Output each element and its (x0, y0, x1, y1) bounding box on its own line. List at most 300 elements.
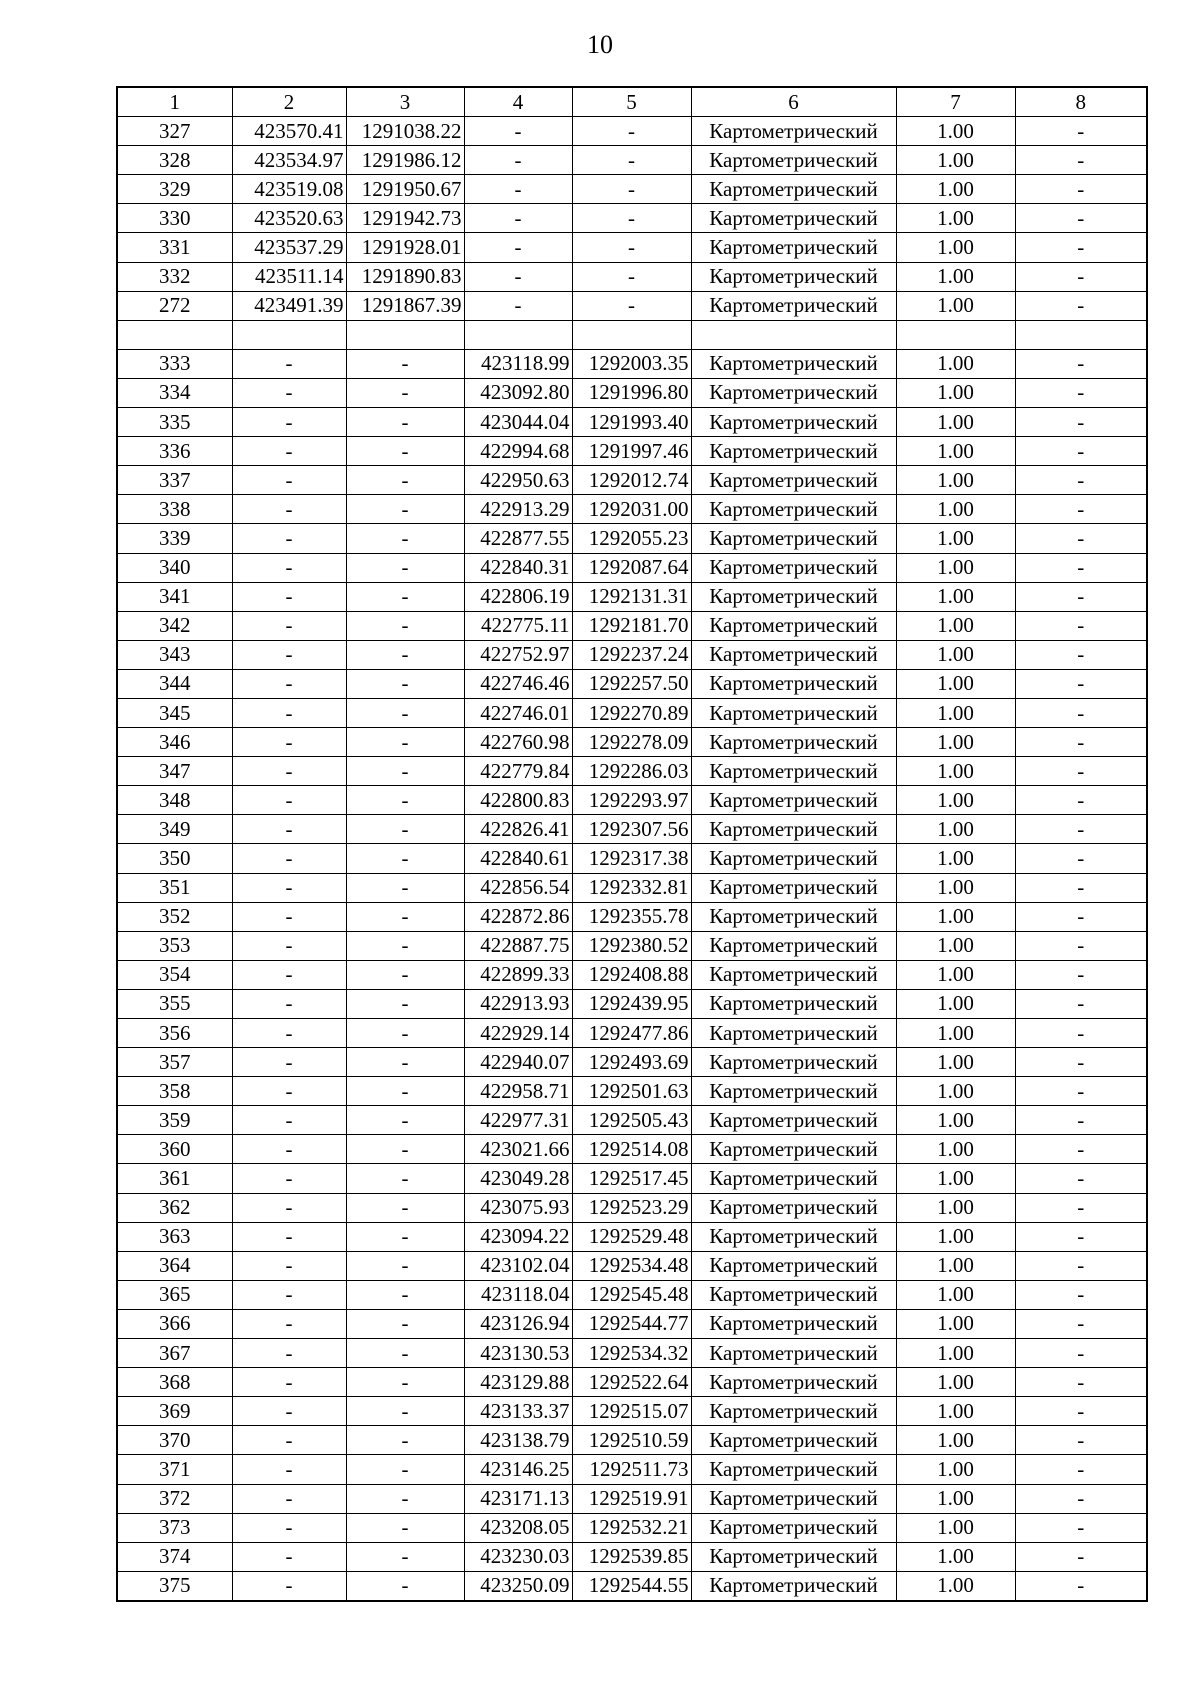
table-row (117, 1571, 1147, 1601)
table-cell: - (232, 1135, 346, 1164)
table-cell: 369 (117, 1397, 232, 1426)
table-cell: 1292519.91 (572, 1484, 691, 1513)
table-cell: - (346, 640, 464, 669)
table-body (117, 87, 1147, 1601)
table-row (117, 728, 1147, 757)
table-cell: 365 (117, 1280, 232, 1309)
table-cell: 1.00 (896, 989, 1015, 1018)
table-cell: - (232, 408, 346, 437)
table-cell: - (232, 815, 346, 844)
table-cell: 1291038.22 (346, 117, 464, 146)
table-cell: Картометрический (691, 640, 896, 669)
table-cell: Картометрический (691, 669, 896, 698)
table-cell: 423021.66 (464, 1135, 572, 1164)
table-cell: - (464, 175, 572, 204)
table-cell: - (232, 495, 346, 524)
table-cell: - (232, 611, 346, 640)
table-row (117, 640, 1147, 669)
table-cell: - (1015, 1135, 1147, 1164)
table-cell: Картометрический (691, 728, 896, 757)
table-cell: 1292355.78 (572, 902, 691, 931)
table-row (117, 495, 1147, 524)
table-row (117, 437, 1147, 466)
table-cell: - (572, 117, 691, 146)
table-cell: - (346, 698, 464, 727)
table-cell: - (232, 960, 346, 989)
table-cell: - (232, 1571, 346, 1601)
table-cell: 423171.13 (464, 1484, 572, 1513)
table-cell: 337 (117, 466, 232, 495)
table-cell: - (1015, 989, 1147, 1018)
table-cell: - (1015, 1106, 1147, 1135)
table-cell: 423092.80 (464, 378, 572, 407)
table-cell: 423049.28 (464, 1164, 572, 1193)
table-row (117, 960, 1147, 989)
table-cell: - (346, 757, 464, 786)
table-cell: Картометрический (691, 1339, 896, 1368)
table-cell: - (346, 1135, 464, 1164)
table-cell: Картометрический (691, 1484, 896, 1513)
table-cell: Картометрический (691, 1222, 896, 1251)
table-row (117, 989, 1147, 1018)
table-cell: - (1015, 1426, 1147, 1455)
table-cell (464, 320, 572, 349)
table-cell: 422913.93 (464, 989, 572, 1018)
table-cell: - (346, 1542, 464, 1571)
table-cell: 368 (117, 1368, 232, 1397)
table-cell: Картометрический (691, 262, 896, 291)
table-cell: Картометрический (691, 204, 896, 233)
table-row (117, 1426, 1147, 1455)
table-cell: 423520.63 (232, 204, 346, 233)
table-cell: - (346, 873, 464, 902)
table-cell: 1.00 (896, 786, 1015, 815)
table-cell: 1.00 (896, 408, 1015, 437)
table-cell: 1292257.50 (572, 669, 691, 698)
table-cell: - (232, 1397, 346, 1426)
table-cell: 423133.37 (464, 1397, 572, 1426)
table-cell: 422899.33 (464, 960, 572, 989)
table-row (117, 1077, 1147, 1106)
table-cell: 1.00 (896, 902, 1015, 931)
table-cell: 423208.05 (464, 1513, 572, 1542)
header-cell: 7 (896, 87, 1015, 117)
table-cell: - (232, 1251, 346, 1280)
table-cell: 1292003.35 (572, 349, 691, 378)
table-cell: - (346, 669, 464, 698)
table-cell: 1291867.39 (346, 291, 464, 320)
table-cell: 331 (117, 233, 232, 262)
table-row (117, 1106, 1147, 1135)
table-cell: - (232, 349, 346, 378)
table-cell: 348 (117, 786, 232, 815)
table-cell: 1.00 (896, 728, 1015, 757)
table-cell: 423118.99 (464, 349, 572, 378)
table-row (117, 146, 1147, 175)
table-cell: - (346, 1164, 464, 1193)
table-cell: Картометрический (691, 1019, 896, 1048)
table-cell: - (464, 204, 572, 233)
table-cell: 332 (117, 262, 232, 291)
table-cell: 341 (117, 582, 232, 611)
table-cell: 1.00 (896, 1484, 1015, 1513)
table-row (117, 1193, 1147, 1222)
table-cell: - (346, 611, 464, 640)
table-cell: Картометрический (691, 844, 896, 873)
table-cell: 1292439.95 (572, 989, 691, 1018)
table-cell: Картометрический (691, 1397, 896, 1426)
table-cell: 1292477.86 (572, 1019, 691, 1048)
table-row (117, 553, 1147, 582)
table-cell: 1292031.00 (572, 495, 691, 524)
table-cell: 1.00 (896, 1280, 1015, 1309)
table-cell: - (1015, 1484, 1147, 1513)
table-cell: 327 (117, 117, 232, 146)
table-cell: - (464, 233, 572, 262)
table-cell: 356 (117, 1019, 232, 1048)
table-cell: - (1015, 698, 1147, 727)
table-cell: 1292505.43 (572, 1106, 691, 1135)
table-cell: - (572, 291, 691, 320)
table-cell: 361 (117, 1164, 232, 1193)
table-cell: 335 (117, 408, 232, 437)
table-cell: - (232, 844, 346, 873)
table-cell: 1292532.21 (572, 1513, 691, 1542)
table-cell: 423570.41 (232, 117, 346, 146)
table-cell: 1.00 (896, 262, 1015, 291)
table-cell: - (1015, 902, 1147, 931)
table-cell: 1.00 (896, 1135, 1015, 1164)
table-cell: 1.00 (896, 1309, 1015, 1338)
table-row (117, 1368, 1147, 1397)
table-cell: - (232, 1513, 346, 1542)
table-row (117, 1019, 1147, 1048)
table-cell: 1.00 (896, 931, 1015, 960)
table-cell: - (1015, 553, 1147, 582)
table-cell: Картометрический (691, 437, 896, 466)
table-cell: 360 (117, 1135, 232, 1164)
table-cell: - (1015, 495, 1147, 524)
table-cell: - (1015, 378, 1147, 407)
table-cell: 423250.09 (464, 1571, 572, 1601)
table-cell: 423094.22 (464, 1222, 572, 1251)
table-cell: 363 (117, 1222, 232, 1251)
header-cell: 6 (691, 87, 896, 117)
table-row (117, 873, 1147, 902)
table-cell: 272 (117, 291, 232, 320)
table-cell: 343 (117, 640, 232, 669)
table-row (117, 1484, 1147, 1513)
table-cell: - (232, 1542, 346, 1571)
table-cell: Картометрический (691, 291, 896, 320)
table-cell: - (346, 1484, 464, 1513)
table-cell: Картометрический (691, 1513, 896, 1542)
table-cell: - (1015, 1048, 1147, 1077)
table-cell: 354 (117, 960, 232, 989)
table-cell: 366 (117, 1309, 232, 1338)
table-cell: Картометрический (691, 1455, 896, 1484)
table-cell: - (1015, 815, 1147, 844)
table-cell: - (232, 524, 346, 553)
table-cell: 422779.84 (464, 757, 572, 786)
table-cell: - (232, 698, 346, 727)
table-cell: 1292380.52 (572, 931, 691, 960)
table-cell: 422913.29 (464, 495, 572, 524)
table-cell: 375 (117, 1571, 232, 1601)
table-cell: - (1015, 117, 1147, 146)
table-cell: - (1015, 1397, 1147, 1426)
table-cell: - (1015, 175, 1147, 204)
table-row (117, 233, 1147, 262)
table-cell: 1291950.67 (346, 175, 464, 204)
table-cell: Картометрический (691, 553, 896, 582)
table-cell: - (232, 757, 346, 786)
table-cell: 1292293.97 (572, 786, 691, 815)
table-cell: 1.00 (896, 175, 1015, 204)
table-cell: 1.00 (896, 117, 1015, 146)
table-cell: 373 (117, 1513, 232, 1542)
table-cell: - (1015, 1280, 1147, 1309)
table-cell: 355 (117, 989, 232, 1018)
table-cell: - (232, 1455, 346, 1484)
table-row (117, 262, 1147, 291)
table-cell: 423102.04 (464, 1251, 572, 1280)
table-cell: 359 (117, 1106, 232, 1135)
table-cell: - (346, 582, 464, 611)
table-cell: - (346, 786, 464, 815)
table-cell: 1.00 (896, 1251, 1015, 1280)
table-cell: 1292278.09 (572, 728, 691, 757)
table-row (117, 175, 1147, 204)
table-cell (691, 320, 896, 349)
table-cell: Картометрический (691, 1135, 896, 1164)
table-cell: 423511.14 (232, 262, 346, 291)
table-cell: - (232, 1309, 346, 1338)
table-cell: - (346, 1455, 464, 1484)
table-row (117, 1339, 1147, 1368)
table-cell: - (346, 1048, 464, 1077)
header-cell: 8 (1015, 87, 1147, 117)
table-cell: 372 (117, 1484, 232, 1513)
header-cell: 2 (232, 87, 346, 117)
table-cell: 1291986.12 (346, 146, 464, 175)
table-cell: - (346, 378, 464, 407)
table-cell: Картометрический (691, 233, 896, 262)
table-cell: 1292510.59 (572, 1426, 691, 1455)
table-cell: - (346, 495, 464, 524)
table-cell: Картометрический (691, 1048, 896, 1077)
table-cell: 346 (117, 728, 232, 757)
table-cell: - (232, 640, 346, 669)
table-cell: - (1015, 1019, 1147, 1048)
table-cell: - (346, 960, 464, 989)
table-cell: - (232, 1339, 346, 1368)
table-cell: - (1015, 873, 1147, 902)
table-cell: - (464, 117, 572, 146)
table-cell: 422840.31 (464, 553, 572, 582)
table-cell: 342 (117, 611, 232, 640)
table-cell: 422877.55 (464, 524, 572, 553)
table-cell: - (1015, 1251, 1147, 1280)
table-cell: 1.00 (896, 1397, 1015, 1426)
table-cell: 1292515.07 (572, 1397, 691, 1426)
table-cell: - (1015, 262, 1147, 291)
table-cell: 1.00 (896, 1106, 1015, 1135)
table-cell: Картометрический (691, 408, 896, 437)
table-cell: 336 (117, 437, 232, 466)
table-cell: 1291890.83 (346, 262, 464, 291)
table-cell: 1291928.01 (346, 233, 464, 262)
table-cell: 371 (117, 1455, 232, 1484)
table-cell: 1.00 (896, 204, 1015, 233)
table-cell: 423146.25 (464, 1455, 572, 1484)
table-row (117, 466, 1147, 495)
table-cell: 1.00 (896, 437, 1015, 466)
table-cell: 1292534.32 (572, 1339, 691, 1368)
table-cell: 1.00 (896, 524, 1015, 553)
table-cell: - (1015, 640, 1147, 669)
table-cell: - (464, 146, 572, 175)
table-row (117, 1164, 1147, 1193)
table-cell: 1.00 (896, 1193, 1015, 1222)
table-cell: 1292544.77 (572, 1309, 691, 1338)
table-cell: 1292055.23 (572, 524, 691, 553)
table-row (117, 320, 1147, 349)
table-cell: - (1015, 728, 1147, 757)
table-row (117, 698, 1147, 727)
table-cell: 422775.11 (464, 611, 572, 640)
table-cell: 1.00 (896, 1426, 1015, 1455)
table-row (117, 844, 1147, 873)
table-row (117, 1397, 1147, 1426)
table-cell: - (1015, 931, 1147, 960)
table-cell: - (1015, 291, 1147, 320)
table-cell: Картометрический (691, 1309, 896, 1338)
table-cell: 1292511.73 (572, 1455, 691, 1484)
table-cell: 422887.75 (464, 931, 572, 960)
table-cell: 1.00 (896, 349, 1015, 378)
table-cell: Картометрический (691, 815, 896, 844)
table-cell: - (1015, 611, 1147, 640)
table-cell: 422800.83 (464, 786, 572, 815)
table-cell: Картометрический (691, 1368, 896, 1397)
table-cell: 333 (117, 349, 232, 378)
table-cell: Картометрический (691, 175, 896, 204)
table-cell: - (1015, 349, 1147, 378)
table-cell: 1.00 (896, 1542, 1015, 1571)
table-cell: 422746.46 (464, 669, 572, 698)
table-cell: 339 (117, 524, 232, 553)
table-cell: 1292012.74 (572, 466, 691, 495)
table-cell: - (232, 1484, 346, 1513)
table-cell: - (1015, 466, 1147, 495)
table-cell: - (1015, 204, 1147, 233)
table-cell: 1292237.24 (572, 640, 691, 669)
table-cell: Картометрический (691, 1077, 896, 1106)
table-cell: - (346, 1193, 464, 1222)
header-cell: 4 (464, 87, 572, 117)
table-cell: - (346, 931, 464, 960)
coordinates-table (116, 86, 1148, 1602)
table-cell: 350 (117, 844, 232, 873)
table-cell: 423537.29 (232, 233, 346, 262)
table-cell: 422840.61 (464, 844, 572, 873)
table-cell: 423230.03 (464, 1542, 572, 1571)
table-cell (896, 320, 1015, 349)
table-cell: - (346, 437, 464, 466)
table-cell: - (1015, 1222, 1147, 1251)
table-cell: 1292332.81 (572, 873, 691, 902)
table-cell: Картометрический (691, 378, 896, 407)
table-row (117, 1309, 1147, 1338)
page-number: 10 (587, 30, 613, 59)
table-cell: - (464, 262, 572, 291)
table-cell: - (1015, 757, 1147, 786)
table-cell: Картометрический (691, 1280, 896, 1309)
table-cell: - (1015, 1513, 1147, 1542)
table-cell: - (1015, 1309, 1147, 1338)
table-cell: - (572, 233, 691, 262)
table-cell: 1.00 (896, 844, 1015, 873)
table-cell: Картометрический (691, 873, 896, 902)
table-row (117, 611, 1147, 640)
table-cell: 1292529.48 (572, 1222, 691, 1251)
table-cell: 1292514.08 (572, 1135, 691, 1164)
table-cell: 422950.63 (464, 466, 572, 495)
table-row (117, 786, 1147, 815)
table-cell: Картометрический (691, 1251, 896, 1280)
table-row (117, 408, 1147, 437)
table-cell: - (232, 1048, 346, 1077)
table-cell: 1292534.48 (572, 1251, 691, 1280)
table-cell: 338 (117, 495, 232, 524)
table-cell: 1291993.40 (572, 408, 691, 437)
table-row (117, 582, 1147, 611)
table-cell: - (346, 1222, 464, 1251)
table-cell: 344 (117, 669, 232, 698)
table-cell: 1292270.89 (572, 698, 691, 727)
table-cell: 422752.97 (464, 640, 572, 669)
table-cell: 1.00 (896, 495, 1015, 524)
table-cell: Картометрический (691, 582, 896, 611)
table-cell: - (1015, 844, 1147, 873)
table-cell: - (346, 524, 464, 553)
table-cell: - (572, 204, 691, 233)
table-cell: 1291997.46 (572, 437, 691, 466)
table-cell: 1292517.45 (572, 1164, 691, 1193)
table-cell (572, 320, 691, 349)
table-cell: 1.00 (896, 1455, 1015, 1484)
table-cell: - (346, 349, 464, 378)
table-cell: 423519.08 (232, 175, 346, 204)
table-cell: - (464, 291, 572, 320)
table-cell: - (572, 262, 691, 291)
table-cell: 422977.31 (464, 1106, 572, 1135)
table-cell: - (232, 553, 346, 582)
table-cell: - (1015, 146, 1147, 175)
table-cell (232, 320, 346, 349)
table-row (117, 378, 1147, 407)
table-cell: - (346, 466, 464, 495)
table-cell: - (232, 1222, 346, 1251)
table-cell: - (232, 902, 346, 931)
table-cell: - (1015, 1368, 1147, 1397)
table-cell: 422760.98 (464, 728, 572, 757)
table-cell: Картометрический (691, 117, 896, 146)
table-cell: - (1015, 408, 1147, 437)
table-row (117, 291, 1147, 320)
table-cell: 1.00 (896, 815, 1015, 844)
